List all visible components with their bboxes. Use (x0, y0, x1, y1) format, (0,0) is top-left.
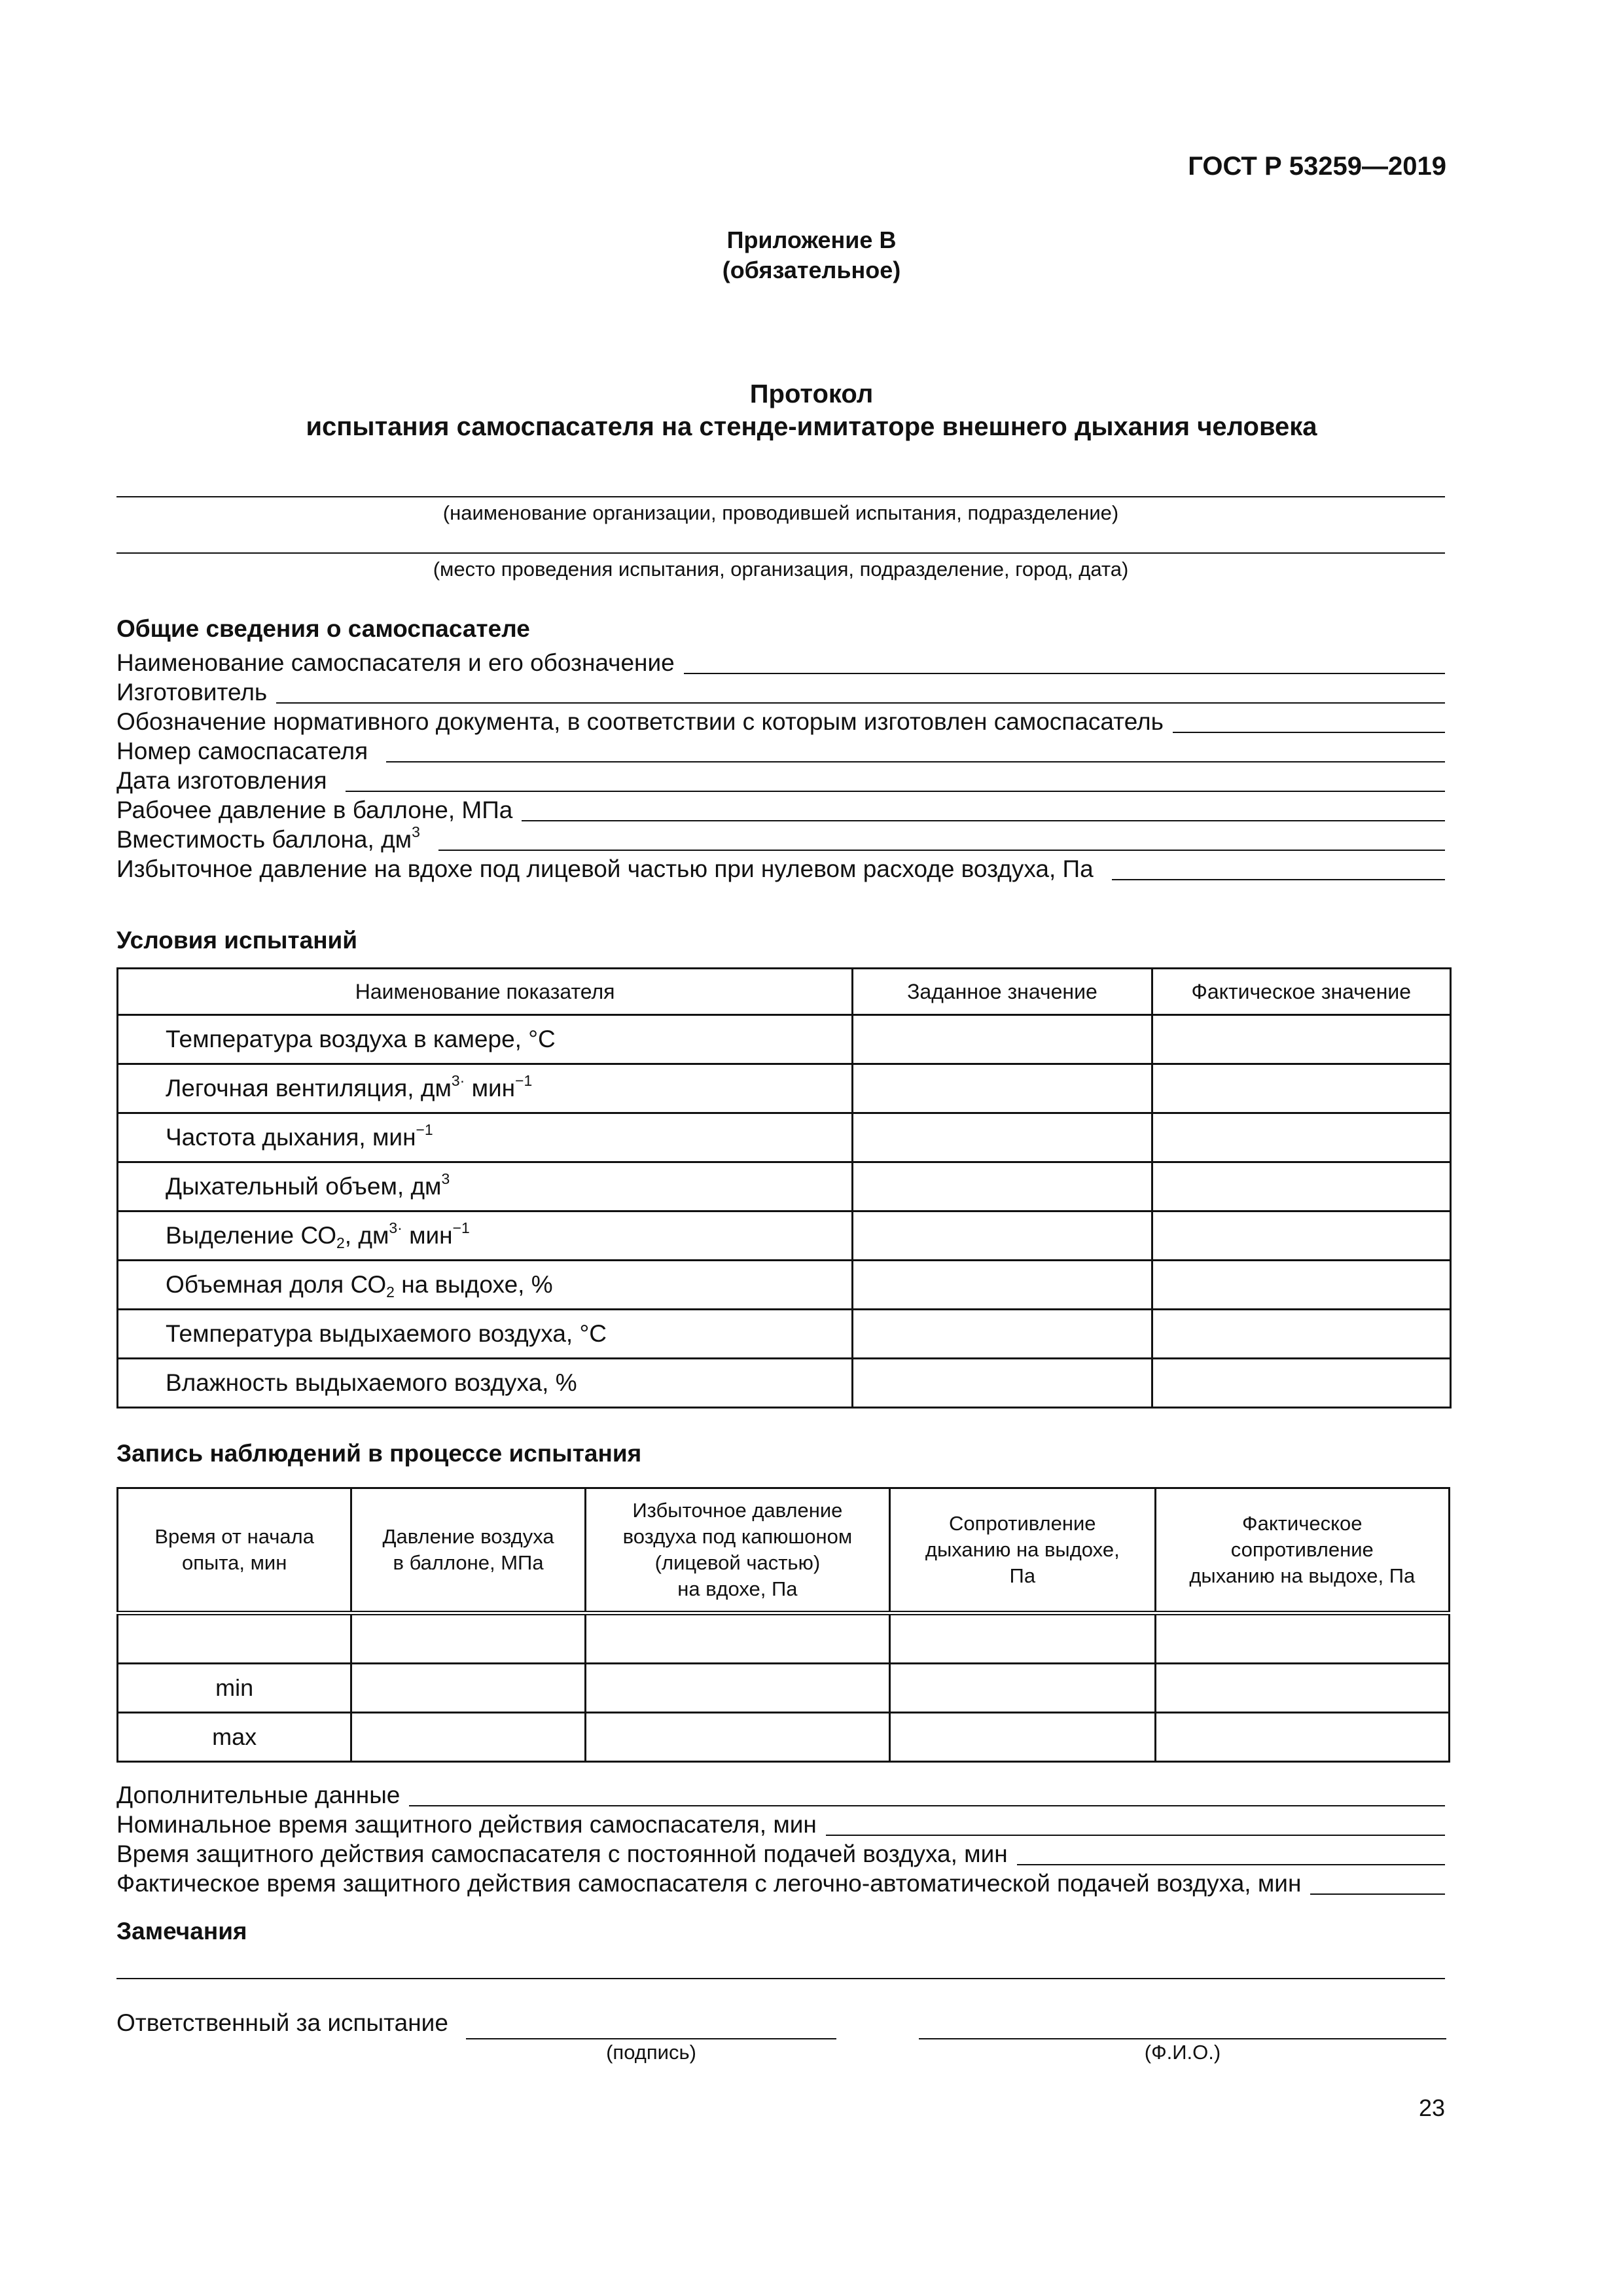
time-cell[interactable] (118, 1613, 351, 1664)
value-cell[interactable] (853, 1162, 1152, 1211)
field-label: Наименование самоспасателя и его обозначение (116, 649, 675, 676)
table-header-row (118, 969, 1451, 1015)
general-heading: Общие сведения о самоспасателе (116, 615, 530, 642)
value-cell[interactable] (853, 1113, 1152, 1162)
field-label: Дата изготовления (116, 767, 327, 794)
value-cell[interactable] (1155, 1664, 1449, 1713)
place-field-line[interactable] (116, 552, 1445, 554)
value-cell[interactable] (351, 1713, 585, 1762)
value-cell[interactable] (1152, 1015, 1450, 1064)
field-row-overpressure (116, 854, 1445, 883)
value-cell[interactable] (351, 1613, 585, 1664)
conditions-heading: Условия испытаний (116, 927, 358, 954)
field-label: Номер самоспасателя (116, 738, 368, 764)
signature-line[interactable] (466, 2038, 836, 2039)
indicator-name: Температура воздуха в камере, °С (118, 1015, 853, 1064)
time-cell: max (118, 1713, 351, 1762)
value-cell[interactable] (890, 1713, 1156, 1762)
table-row (118, 1015, 1451, 1064)
table-row (118, 1310, 1451, 1359)
field-label: Вместимость баллона, $дм^3$ (116, 823, 420, 853)
table-row (118, 1113, 1451, 1162)
value-cell[interactable] (1152, 1261, 1450, 1310)
time-cell: min (118, 1664, 351, 1713)
value-cell[interactable] (351, 1664, 585, 1713)
field-row-manufacturer (116, 677, 1445, 706)
indicator-name: Дыхательный объем, $дм^3$ (118, 1162, 853, 1211)
field-line[interactable] (438, 849, 1445, 851)
remarks-field-line[interactable] (116, 1978, 1445, 1979)
field-label: Избыточное давление на вдохе под лицевой частью при нулевом расходе воздуха, Па (116, 855, 1094, 882)
table-row (118, 1664, 1450, 1713)
value-cell[interactable] (890, 1613, 1156, 1664)
indicator-name: Выделение $СО_2$, $дм^{3\cdot}$ мин$^{-1}$ (118, 1211, 853, 1261)
field-line[interactable] (1017, 1863, 1445, 1865)
table-row (118, 1162, 1451, 1211)
value-cell[interactable] (1152, 1359, 1450, 1408)
value-cell[interactable] (1155, 1613, 1449, 1664)
name-line[interactable] (919, 2038, 1446, 2039)
value-cell[interactable] (1152, 1211, 1450, 1261)
indicator-name: Частота дыхания, мин$^{-1}$ (118, 1113, 853, 1162)
table-row (118, 1613, 1450, 1664)
field-row-nominal-time (116, 1810, 1445, 1839)
value-cell[interactable] (585, 1713, 889, 1762)
field-label: Рабочее давление в баллоне, МПа (116, 797, 513, 823)
value-cell[interactable] (853, 1015, 1152, 1064)
field-line[interactable] (386, 761, 1445, 762)
field-label: Изготовитель (116, 679, 268, 706)
column-header: Давление воздуха в баллоне, МПа (351, 1488, 585, 1613)
value-cell[interactable] (1152, 1310, 1450, 1359)
field-line[interactable] (409, 1804, 1445, 1806)
table-header-row (118, 1488, 1450, 1613)
column-header: Фактическое сопротивление дыханию на выдохе, Па (1155, 1488, 1449, 1613)
value-cell[interactable] (1152, 1162, 1450, 1211)
column-header: Избыточное давление воздуха под капюшоном (лицевой частью) на вдохе, Па (585, 1488, 889, 1613)
field-row-name (116, 648, 1445, 677)
field-line[interactable] (1310, 1893, 1445, 1895)
value-cell[interactable] (585, 1664, 889, 1713)
field-line[interactable] (346, 790, 1445, 792)
field-row-number (116, 736, 1445, 765)
value-cell[interactable] (890, 1664, 1156, 1713)
value-cell[interactable] (585, 1613, 889, 1664)
field-row-date (116, 766, 1445, 795)
standard-number: ГОСТ Р 53259—2019 (1188, 152, 1446, 181)
field-row-actual-time (116, 1869, 1445, 1897)
table-row (118, 1211, 1451, 1261)
remarks-heading: Замечания (116, 1918, 247, 1945)
field-row-normative (116, 707, 1445, 736)
column-header: Наименование показателя (118, 969, 853, 1015)
indicator-name: Влажность выдыхаемого воздуха, % (118, 1359, 853, 1408)
document-subtitle: испытания самоспасателя на стенде-имитаторе внешнего дыхания человека (306, 412, 1317, 441)
appendix-note: (обязательное) (722, 257, 901, 283)
organization-field-line[interactable] (116, 496, 1445, 497)
column-header: Фактическое значение (1152, 969, 1450, 1015)
field-row-additional (116, 1780, 1445, 1809)
appendix-title: Приложение В (726, 226, 897, 253)
signature-label: Ответственный за испытание (116, 2009, 448, 2036)
indicator-name: Легочная вентиляция, $дм^{3\cdot}$ мин$^{-1}$ (118, 1064, 853, 1113)
table-row (118, 1713, 1450, 1762)
indicator-name: Объемная доля $СО_2$ на выдохе, % (118, 1261, 853, 1310)
column-header: Время от начала опыта, мин (118, 1488, 351, 1613)
observations-table (116, 1487, 1450, 1763)
field-line[interactable] (1112, 878, 1445, 880)
value-cell[interactable] (853, 1211, 1152, 1261)
table-row (118, 1359, 1451, 1408)
field-line[interactable] (826, 1834, 1445, 1836)
conditions-table (116, 967, 1452, 1408)
value-cell[interactable] (1155, 1713, 1449, 1762)
value-cell[interactable] (853, 1064, 1152, 1113)
table-row (118, 1261, 1451, 1310)
observations-heading: Запись наблюдений в процессе испытания (116, 1440, 642, 1467)
field-row-capacity (116, 825, 1445, 853)
field-label: Номинальное время защитного действия самоспасателя, мин (116, 1811, 817, 1838)
field-label: Время защитного действия самоспасателя с постоянной подачей воздуха, мин (116, 1840, 1008, 1867)
page-number: 23 (1418, 2094, 1445, 2121)
indicator-name: Температура выдыхаемого воздуха, °С (118, 1310, 853, 1359)
value-cell[interactable] (853, 1359, 1152, 1408)
field-line[interactable] (522, 819, 1445, 821)
name-caption: (Ф.И.О.) (1144, 2041, 1221, 2064)
field-line[interactable] (276, 702, 1445, 704)
table-row (118, 1064, 1451, 1113)
column-header: Сопротивление дыханию на выдохе, Па (890, 1488, 1156, 1613)
place-caption: (место проведения испытания, организация, подразделение, город, дата) (433, 558, 1129, 581)
column-header: Заданное значение (853, 969, 1152, 1015)
field-label: Обозначение нормативного документа, в соответствии с которым изготовлен самоспасатель (116, 708, 1164, 735)
field-line[interactable] (684, 672, 1445, 674)
value-cell[interactable] (853, 1261, 1152, 1310)
value-cell[interactable] (1152, 1113, 1450, 1162)
document-title: Протокол (749, 380, 874, 408)
signature-caption: (подпись) (606, 2041, 696, 2064)
value-cell[interactable] (1152, 1064, 1450, 1113)
organization-caption: (наименование организации, проводившей испытания, подразделение) (442, 501, 1119, 524)
field-line[interactable] (1173, 731, 1445, 733)
field-label: Фактическое время защитного действия самоспасателя с легочно-автоматической подачей воздуха, мин (116, 1870, 1302, 1897)
value-cell[interactable] (853, 1310, 1152, 1359)
field-row-constant-supply-time (116, 1839, 1445, 1868)
field-label: Дополнительные данные (116, 1782, 401, 1808)
field-row-pressure (116, 795, 1445, 824)
